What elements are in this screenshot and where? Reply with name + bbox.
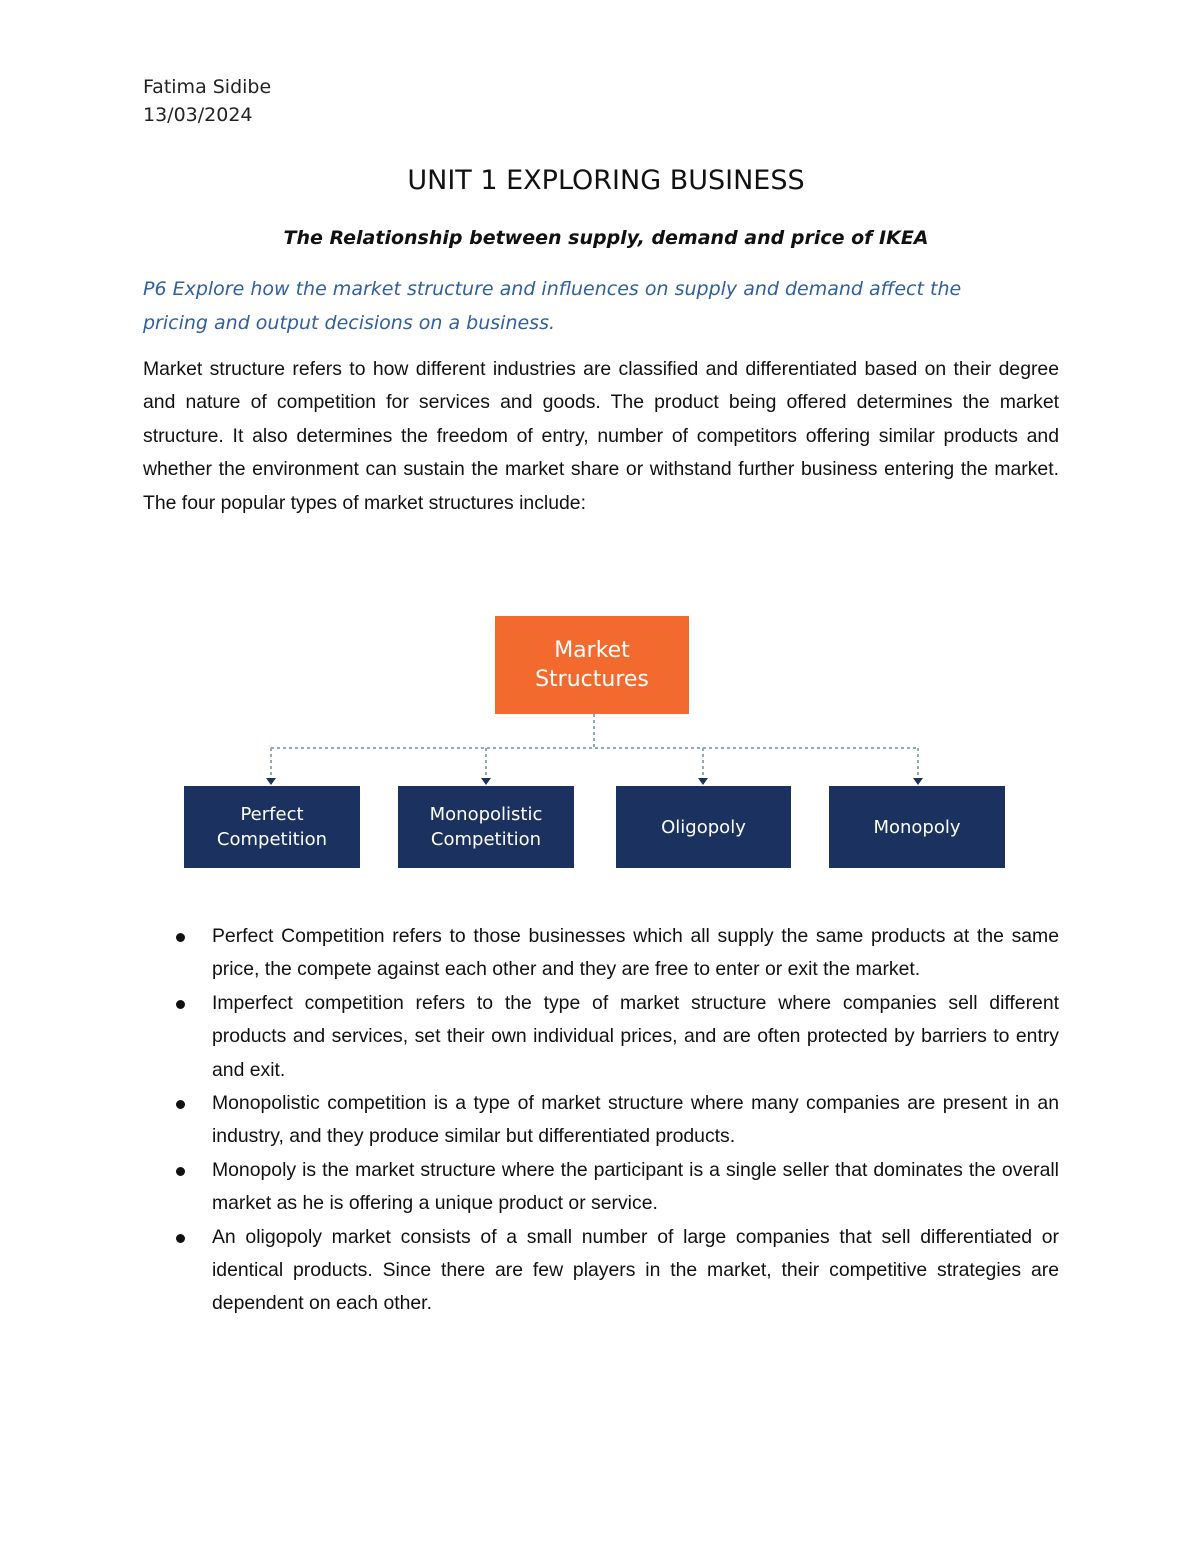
list-item xyxy=(143,987,1059,1087)
document-date: 13/03/2024 xyxy=(143,104,253,126)
monopoly-box xyxy=(829,786,1005,868)
list-item xyxy=(143,920,1059,987)
document-title: UNIT 1 EXPLORING BUSINESS xyxy=(407,165,805,196)
root-line-1: Market xyxy=(554,638,630,663)
child-4-label: Monopoly xyxy=(873,816,961,838)
market-structures-box xyxy=(495,616,689,714)
arrowhead-3 xyxy=(698,778,708,785)
child-1-line-1: Perfect xyxy=(240,804,304,825)
author-name: Fatima Sidibe xyxy=(143,76,272,98)
monopolistic-competition-box xyxy=(398,786,574,868)
list-item xyxy=(143,1154,1059,1221)
list-item-text: An oligopoly market consists of a small number of large companies that sell differentiated or identical products. Since there are few players in the market, their competitive strategies are dependent on each other. xyxy=(212,1225,1059,1315)
list-item xyxy=(143,1087,1059,1154)
bullet-dot-icon xyxy=(176,1167,185,1176)
market-structures-diagram xyxy=(0,600,1200,890)
market-structure-list xyxy=(143,920,1059,1321)
bullet-dot-icon xyxy=(176,1000,185,1009)
list-item-text: Imperfect competition refers to the type of market structure where companies sell different products and services, set their own individual prices, and are often protected by barriers to entry and exit. xyxy=(212,991,1059,1081)
list-item-text: Perfect Competition refers to those businesses which all supply the same products at the same price, the compete against each other and they are free to enter or exit the market. xyxy=(212,925,1059,981)
task-heading: P6 Explore how the market structure and influences on supply and demand affect the pricing and output decisions on a business. xyxy=(143,278,962,334)
list-item-text: Monopoly is the market structure where the participant is a single seller that dominates the overall market as he is offering a unique product or service. xyxy=(212,1158,1059,1215)
bullet-dot-icon xyxy=(176,1234,185,1243)
document-subtitle: The Relationship between supply, demand and price of IKEA xyxy=(283,227,929,249)
arrowhead-4 xyxy=(913,778,923,785)
child-2-line-2: Competition xyxy=(430,829,542,850)
bullet-dot-icon xyxy=(176,933,185,942)
list-item-text: Monopolistic competition is a type of market structure where many companies are present in an industry, and they produce similar but differentiated products. xyxy=(212,1092,1059,1148)
root-line-2: Structures xyxy=(535,667,649,692)
arrowhead-2 xyxy=(481,778,491,785)
child-1-line-2: Competition xyxy=(216,829,328,850)
intro-paragraph: Market structure refers to how different industries are classified and differentiated based on their degree and nature of competition for services and goods. The product being offered determines the market structure. It also determines the freedom of entry, number of competitors offering similar products and whether the environment can sustain the market share or withstand further business entering the market. The four popular types of market structures include: xyxy=(143,358,1059,514)
perfect-competition-box xyxy=(184,786,360,868)
bullet-dot-icon xyxy=(176,1100,185,1109)
list-item xyxy=(143,1221,1059,1321)
child-3-label: Oligopoly xyxy=(661,816,746,838)
child-2-line-1: Monopolistic xyxy=(429,804,543,825)
arrowhead-1 xyxy=(266,778,276,785)
oligopoly-box xyxy=(616,786,791,868)
